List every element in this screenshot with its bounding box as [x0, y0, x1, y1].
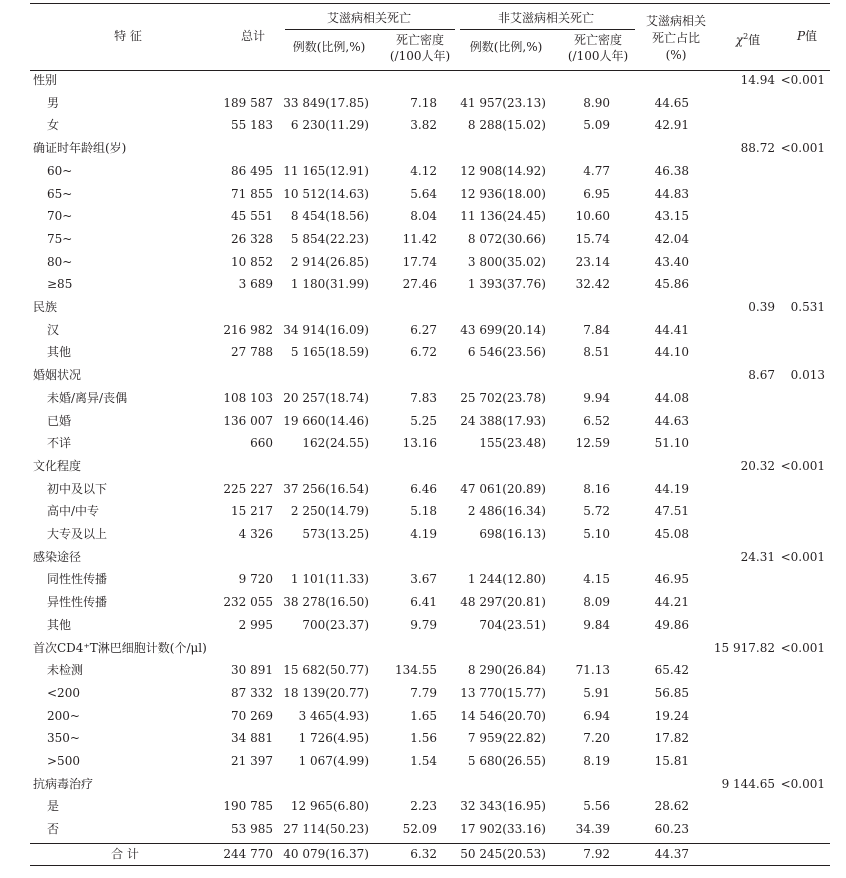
aids-proportion-cell: 19.24 [654, 709, 689, 723]
non-aids-density-cell: 12.59 [575, 436, 610, 450]
aids-proportion-cell: 45.86 [654, 277, 689, 291]
total-cell: 216 982 [223, 323, 273, 337]
header-non-count: 例数(比例,%) [469, 40, 543, 54]
p-value-cell: <0.001 [780, 141, 825, 155]
aids-density-cell: 3.67 [410, 572, 437, 586]
aids-density-cell: 3.82 [410, 118, 437, 132]
non-aids-count-cell: 12 936(18.00) [460, 187, 546, 201]
non-aids-density-cell: 8.90 [583, 96, 610, 110]
subgroup-label: 65~ [47, 187, 73, 201]
aids-count-cell: 37 256(16.54) [283, 482, 369, 496]
non-aids-count-cell: 8 290(26.84) [467, 663, 546, 677]
aids-count-cell: 1 726(4.95) [298, 731, 369, 745]
total-cell: 136 007 [223, 414, 273, 428]
aids-count-cell: 162(24.55) [302, 436, 369, 450]
aids-proportion-cell: 44.08 [654, 391, 689, 405]
aids-proportion-cell: 44.10 [654, 345, 689, 359]
aids-density-cell: 27.46 [402, 277, 437, 291]
header-non-density-1: 死亡密度 [573, 33, 623, 47]
header-prop-1: 艾滋病相关 [645, 14, 707, 28]
aids-density-cell: 52.09 [402, 822, 437, 836]
aids-count-cell: 700(23.37) [302, 618, 369, 632]
aids-density-cell: 6.41 [410, 595, 437, 609]
subgroup-label: 未婚/离异/丧偶 [47, 391, 128, 405]
aids-proportion-cell: 44.83 [654, 187, 689, 201]
non-aids-count-cell: 5 680(26.55) [467, 754, 546, 768]
category-label: 感染途径 [33, 550, 82, 564]
subgroup-label: 其他 [47, 618, 72, 632]
header-aids-group: 艾滋病相关死亡 [326, 11, 412, 25]
non-aids-density-cell: 5.56 [583, 799, 610, 813]
aids-density-cell: 4.12 [410, 164, 437, 178]
non-aids-count-cell: 47 061(20.89) [460, 482, 546, 496]
aids-proportion-cell: 44.63 [654, 414, 689, 428]
non-aids-density-cell: 8.51 [583, 345, 610, 359]
subgroup-label: 高中/中专 [47, 504, 100, 518]
aids-count-cell: 8 454(18.56) [290, 209, 369, 223]
header-p-value [797, 29, 817, 44]
total-cell: 55 183 [231, 118, 273, 132]
non-aids-density-cell: 9.94 [583, 391, 610, 405]
non-aids-count-cell: 13 770(15.77) [460, 686, 546, 700]
aids-density-cell: 7.83 [410, 391, 437, 405]
total-cell: 2 995 [238, 618, 273, 632]
aids-density-cell: 1.65 [410, 709, 437, 723]
subgroup-label: 同性性传播 [47, 572, 108, 586]
non-aids-count-cell: 25 702(23.78) [460, 391, 546, 405]
aids-count-cell: 20 257(18.74) [283, 391, 369, 405]
header-bottom-rule [30, 70, 830, 71]
aids-count-cell: 5 165(18.59) [290, 345, 369, 359]
top-rule [30, 3, 830, 4]
chi-square-cell: 9 144.65 [721, 777, 775, 791]
non-aids-count-cell: 11 136(24.45) [460, 209, 546, 223]
total-cell: 4 326 [238, 527, 273, 541]
subgroup-label: 350~ [47, 731, 80, 745]
non-aids-density-cell: 4.77 [583, 164, 610, 178]
p-value-cell: <0.001 [780, 73, 825, 87]
aids-count-cell: 19 660(14.46) [283, 414, 369, 428]
non-aids-count-cell: 1 244(12.80) [467, 572, 546, 586]
header-feature: 特 征 [114, 29, 142, 43]
total-cell: 225 227 [223, 482, 273, 496]
total-cell: 86 495 [231, 164, 273, 178]
non-aids-count-cell: 14 546(20.70) [460, 709, 546, 723]
aids-proportion-cell: 51.10 [654, 436, 689, 450]
non-aids-count-cell: 32 343(16.95) [460, 799, 546, 813]
subgroup-label: 不详 [47, 436, 72, 450]
non-aids-density-cell: 32.42 [575, 277, 610, 291]
non-aids-density-cell: 10.60 [575, 209, 610, 223]
subgroup-label: 其他 [47, 345, 72, 359]
aids-proportion-cell: 49.86 [654, 618, 689, 632]
subgroup-label: 80~ [47, 255, 73, 269]
aids-proportion-cell: 15.81 [654, 754, 689, 768]
header-aids-density-2: (/100人年) [389, 49, 451, 63]
p-value-cell: <0.001 [780, 459, 825, 473]
non-aids-density-cell: 5.72 [583, 504, 610, 518]
aids-count-cell: 2 914(26.85) [290, 255, 369, 269]
subgroup-label: <200 [47, 686, 80, 700]
subgroup-label: 已婚 [47, 414, 72, 428]
non-aids-density-cell: 8.09 [583, 595, 610, 609]
header-prop-3: (%) [665, 48, 687, 62]
non-aids-density-cell: 5.09 [583, 118, 610, 132]
non-aids-count-cell: 8 072(30.66) [467, 232, 546, 246]
aids-density-cell: 2.23 [410, 799, 437, 813]
aids-density-cell: 1.56 [410, 731, 437, 745]
category-label: 性别 [33, 73, 58, 87]
aids-count-cell: 34 914(16.09) [283, 323, 369, 337]
category-label: 文化程度 [33, 459, 82, 473]
aids-group-underline [285, 29, 455, 30]
non-aids-density-cell: 7.20 [583, 731, 610, 745]
non-aids-density-cell: 71.13 [575, 663, 610, 677]
aids-count-cell: 33 849(17.85) [283, 96, 369, 110]
aids-proportion-cell: 44.19 [654, 482, 689, 496]
bottom-rule [30, 865, 830, 866]
aids-density-cell: 5.25 [410, 414, 437, 428]
chi-square-cell: 8.67 [748, 368, 775, 382]
total-cell: 660 [250, 436, 273, 450]
non-aids-count-cell: 155(23.48) [479, 436, 546, 450]
non-aids-density-cell: 6.52 [583, 414, 610, 428]
non-aids-count-cell: 704(23.51) [479, 618, 546, 632]
subgroup-label: 未检测 [47, 663, 84, 677]
subgroup-label: 70~ [47, 209, 73, 223]
non-aids-density-cell: 23.14 [575, 255, 610, 269]
subgroup-label: 75~ [47, 232, 73, 246]
total-cell: 190 785 [223, 799, 273, 813]
non-aids-count-cell: 12 908(14.92) [460, 164, 546, 178]
footer-non-count: 50 245(20.53) [460, 847, 546, 861]
aids-proportion-cell: 46.38 [654, 164, 689, 178]
aids-count-cell: 27 114(50.23) [283, 822, 369, 836]
subgroup-label: 是 [47, 799, 60, 813]
total-cell: 9 720 [238, 572, 273, 586]
non-aids-density-cell: 15.74 [575, 232, 610, 246]
aids-proportion-cell: 60.23 [654, 822, 689, 836]
total-cell: 189 587 [223, 96, 273, 110]
chi-square-cell: 15 917.82 [713, 641, 775, 655]
non-aids-density-cell: 4.15 [583, 572, 610, 586]
aids-proportion-cell: 17.82 [654, 731, 689, 745]
aids-proportion-cell: 47.51 [654, 504, 689, 518]
aids-proportion-cell: 44.21 [654, 595, 689, 609]
subgroup-label: 否 [47, 822, 60, 836]
non-aids-count-cell: 8 288(15.02) [467, 118, 546, 132]
header-non-aids-group: 非艾滋病相关死亡 [497, 11, 595, 25]
header-aids-density-1: 死亡密度 [395, 33, 445, 47]
aids-proportion-cell: 28.62 [654, 799, 689, 813]
non-aids-count-cell: 3 800(35.02) [467, 255, 546, 269]
aids-count-cell: 2 250(14.79) [290, 504, 369, 518]
non-aids-density-cell: 9.84 [583, 618, 610, 632]
header-prop-2: 死亡占比 [651, 31, 701, 45]
aids-count-cell: 1 101(11.33) [290, 572, 369, 586]
aids-density-cell: 11.42 [402, 232, 437, 246]
chi-symbol: χ [735, 33, 744, 47]
aids-count-cell: 11 165(12.91) [283, 164, 369, 178]
category-label: 抗病毒治疗 [33, 777, 94, 791]
non-aids-density-cell: 5.91 [583, 686, 610, 700]
non-aids-density-cell: 34.39 [575, 822, 610, 836]
aids-count-cell: 18 139(20.77) [283, 686, 369, 700]
aids-density-cell: 8.04 [410, 209, 437, 223]
footer-aids-count: 40 079(16.37) [283, 847, 369, 861]
category-label: 婚姻状况 [33, 368, 82, 382]
aids-proportion-cell: 44.41 [654, 323, 689, 337]
category-label: 首次CD4⁺T淋巴细胞计数(个/μl) [33, 641, 207, 655]
aids-density-cell: 9.79 [410, 618, 437, 632]
header-non-density-2: (/100人年) [567, 49, 629, 63]
chi-square-cell: 88.72 [740, 141, 775, 155]
subgroup-label: 60~ [47, 164, 73, 178]
aids-count-cell: 10 512(14.63) [283, 187, 369, 201]
subgroup-label: ≥85 [47, 277, 73, 291]
aids-density-cell: 7.79 [410, 686, 437, 700]
chi-square-cell: 20.32 [740, 459, 775, 473]
aids-count-cell: 5 854(22.23) [290, 232, 369, 246]
aids-proportion-cell: 43.15 [654, 209, 689, 223]
total-cell: 71 855 [231, 187, 273, 201]
total-cell: 53 985 [231, 822, 273, 836]
subgroup-label: 大专及以上 [47, 527, 108, 541]
category-label: 确证时年龄组(岁) [33, 141, 127, 155]
p-value-cell: 0.013 [790, 368, 825, 382]
aids-proportion-cell: 44.65 [654, 96, 689, 110]
p-value-cell: 0.531 [790, 300, 825, 314]
non-aids-count-cell: 41 957(23.13) [460, 96, 546, 110]
aids-proportion-cell: 43.40 [654, 255, 689, 269]
subgroup-label: 200~ [47, 709, 80, 723]
total-cell: 10 852 [231, 255, 273, 269]
p-value-cell: <0.001 [780, 641, 825, 655]
non-aids-count-cell: 2 486(16.34) [467, 504, 546, 518]
aids-density-cell: 6.27 [410, 323, 437, 337]
chi-superscript: 2 [743, 32, 749, 41]
aids-count-cell: 15 682(50.77) [283, 663, 369, 677]
p-value-cell: <0.001 [780, 777, 825, 791]
non-aids-count-cell: 17 902(33.16) [460, 822, 546, 836]
aids-density-cell: 17.74 [402, 255, 437, 269]
aids-count-cell: 38 278(16.50) [283, 595, 369, 609]
aids-count-cell: 573(13.25) [302, 527, 369, 541]
non-aids-group-underline [460, 29, 635, 30]
aids-count-cell: 6 230(11.29) [290, 118, 369, 132]
non-aids-count-cell: 7 959(22.82) [467, 731, 546, 745]
footer-non-density: 7.92 [583, 847, 610, 861]
total-cell: 45 551 [231, 209, 273, 223]
non-aids-density-cell: 6.95 [583, 187, 610, 201]
non-aids-density-cell: 7.84 [583, 323, 610, 337]
subgroup-label: 男 [47, 96, 60, 110]
subgroup-label: 女 [47, 118, 60, 132]
aids-proportion-cell: 42.04 [654, 232, 689, 246]
chi-square-cell: 14.94 [740, 73, 775, 87]
aids-density-cell: 1.54 [410, 754, 437, 768]
header-total: 总计 [240, 29, 266, 43]
total-cell: 70 269 [231, 709, 273, 723]
total-cell: 27 788 [231, 345, 273, 359]
footer-label: 合 计 [111, 847, 139, 861]
subgroup-label: 初中及以下 [47, 482, 108, 496]
footer-aids-density: 6.32 [410, 847, 437, 861]
total-cell: 30 891 [231, 663, 273, 677]
aids-density-cell: 4.19 [410, 527, 437, 541]
aids-density-cell: 5.18 [410, 504, 437, 518]
aids-proportion-cell: 65.42 [654, 663, 689, 677]
chi-suffix: 值 [748, 33, 761, 47]
p-symbol: P [796, 29, 806, 43]
aids-proportion-cell: 46.95 [654, 572, 689, 586]
aids-proportion-cell: 42.91 [654, 118, 689, 132]
total-cell: 87 332 [231, 686, 273, 700]
total-cell: 21 397 [231, 754, 273, 768]
total-cell: 15 217 [231, 504, 273, 518]
non-aids-density-cell: 5.10 [583, 527, 610, 541]
aids-count-cell: 3 465(4.93) [298, 709, 369, 723]
header-aids-count: 例数(比例,%) [292, 40, 366, 54]
subgroup-label: >500 [47, 754, 80, 768]
header-chi-square [736, 29, 760, 48]
aids-proportion-cell: 56.85 [654, 686, 689, 700]
non-aids-count-cell: 698(16.13) [479, 527, 546, 541]
aids-count-cell: 1 180(31.99) [290, 277, 369, 291]
aids-density-cell: 6.72 [410, 345, 437, 359]
footer-prop: 44.37 [654, 847, 689, 861]
non-aids-count-cell: 1 393(37.76) [467, 277, 546, 291]
total-cell: 34 881 [231, 731, 273, 745]
chi-square-cell: 0.39 [748, 300, 775, 314]
aids-proportion-cell: 45.08 [654, 527, 689, 541]
footer-top-rule [30, 843, 830, 844]
footer-total: 244 770 [223, 847, 273, 861]
aids-density-cell: 13.16 [402, 436, 437, 450]
aids-count-cell: 12 965(6.80) [290, 799, 369, 813]
aids-density-cell: 7.18 [410, 96, 437, 110]
p-suffix: 值 [805, 29, 818, 43]
category-label: 民族 [33, 300, 58, 314]
total-cell: 3 689 [238, 277, 273, 291]
total-cell: 232 055 [223, 595, 273, 609]
p-value-cell: <0.001 [780, 550, 825, 564]
total-cell: 108 103 [223, 391, 273, 405]
chi-square-cell: 24.31 [740, 550, 775, 564]
total-cell: 26 328 [231, 232, 273, 246]
subgroup-label: 汉 [47, 323, 60, 337]
non-aids-count-cell: 24 388(17.93) [460, 414, 546, 428]
non-aids-density-cell: 8.16 [583, 482, 610, 496]
non-aids-count-cell: 6 546(23.56) [467, 345, 546, 359]
non-aids-density-cell: 6.94 [583, 709, 610, 723]
aids-density-cell: 6.46 [410, 482, 437, 496]
non-aids-density-cell: 8.19 [583, 754, 610, 768]
non-aids-count-cell: 48 297(20.81) [460, 595, 546, 609]
aids-density-cell: 5.64 [410, 187, 437, 201]
aids-density-cell: 134.55 [395, 663, 437, 677]
subgroup-label: 异性性传播 [47, 595, 108, 609]
aids-count-cell: 1 067(4.99) [298, 754, 369, 768]
non-aids-count-cell: 43 699(20.14) [460, 323, 546, 337]
